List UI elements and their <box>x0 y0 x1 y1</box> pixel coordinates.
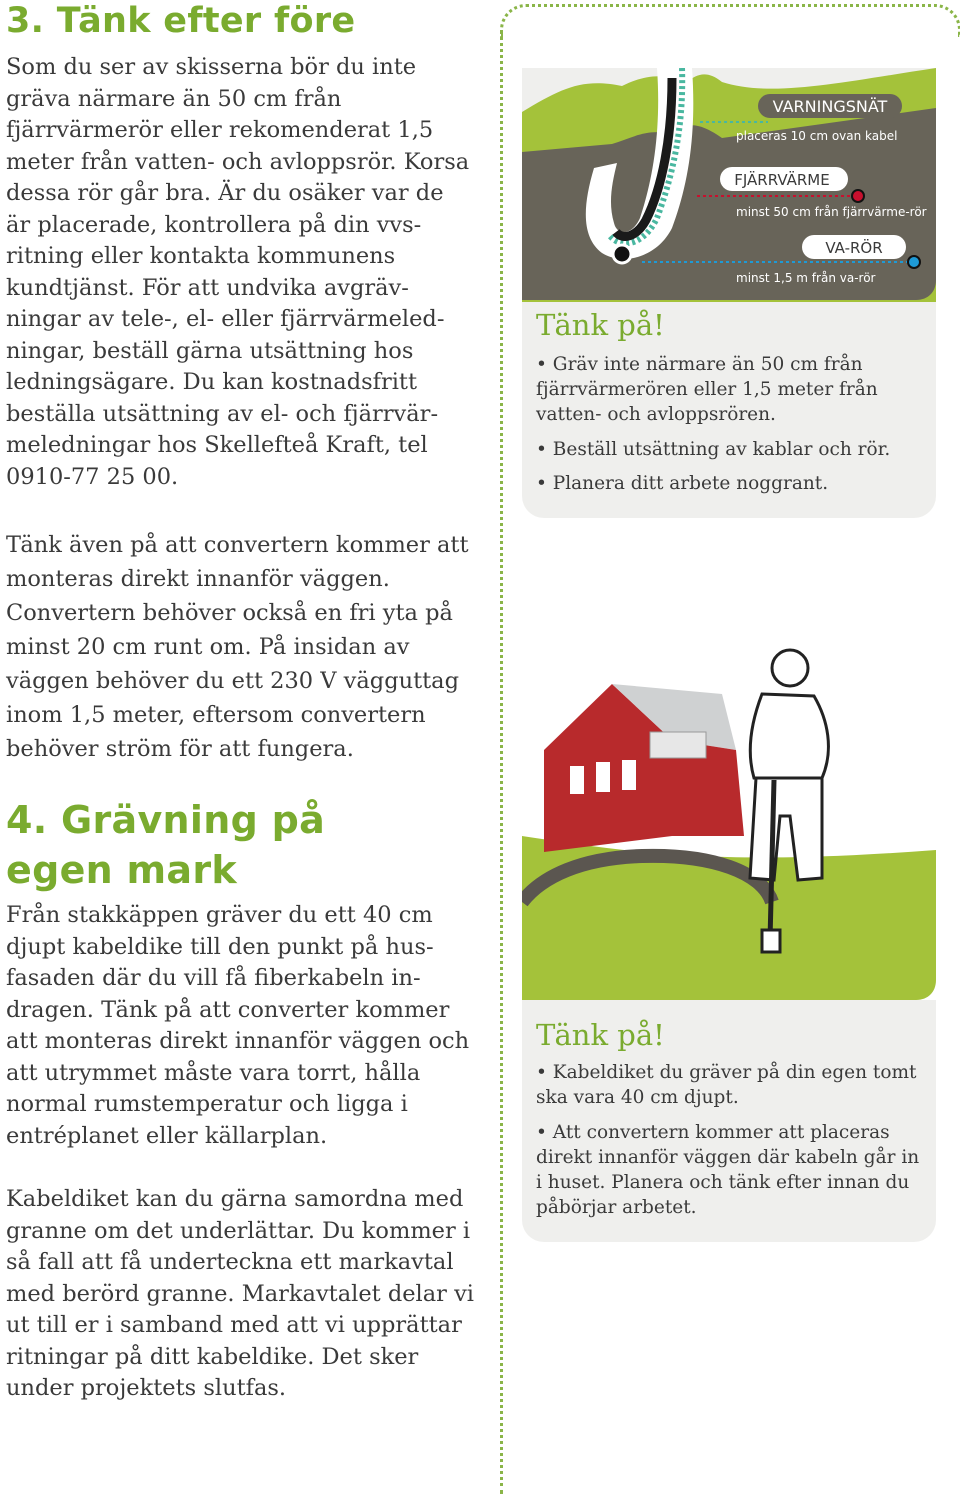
fjarrvarme-label: FJÄRRVÄRME <box>734 171 830 189</box>
section-4-paragraph-2: Kabeldiket kan du gärna samordna med granne om det underlättar. Du kommer i så fall att få underteckna ett markavtal med berörd granne. Markavtalet delar vi ut till er i samband med att vi upprättar ritningar på ditt kabeldike. Det sker under projektets slutfas. <box>6 1186 474 1401</box>
tip-panel-1 <box>522 68 936 518</box>
tip-panel-1-title: Tänk på! <box>536 308 665 342</box>
varningsnat-sub-label: placeras 10 cm ovan kabel <box>736 129 898 143</box>
varningsnat-label: VARNINGSNÄT <box>772 97 888 116</box>
tip-panel-1-bullet-3: • Planera ditt arbete noggrant. <box>536 473 829 494</box>
section-4-heading-line-1: 4. Grävning på <box>6 798 326 842</box>
dotted-frame-left <box>500 30 503 1494</box>
varor-label: VA-RÖR <box>825 239 883 257</box>
house-window-2 <box>596 762 610 792</box>
varor-dot-icon <box>908 256 920 268</box>
spade-blade <box>762 930 780 952</box>
section-3-paragraph-1: Som du ser av skisserna bör du inte gräva närmare än 50 cm från fjärrvärmerör eller rekomenderat 1,5 meter från vatten- och avloppsrör. Korsa dessa rör går bra. Är du osäker var de är placerade, kontrollera på din vvs-ritning eller kontakta kommunens kundtjänst. För att undvika avgrävningar av tele-, el- eller fjärrvärmeledningar, beställ gärna utsättning hos ledningsägare. Du kan kostnadsfritt beställa utsättning av el- och fjärrvärmeledningar hos Skellefteå Kraft, tel 0910-77 25 00. <box>6 54 470 490</box>
tip-panel-2 <box>522 640 936 1242</box>
pipe-distance-diagram <box>522 68 936 302</box>
fjarrvarme-dot-icon <box>852 190 864 202</box>
varor-sub-label: minst 1,5 m från va-rör <box>736 271 876 285</box>
section-3-paragraph-2: Tänk även på att convertern kommer att monteras direkt innanför väggen. Convertern behöver också en fri yta på minst 20 cm runt om. På insidan av väggen behöver du ett 230 V vägguttag inom 1,5 meter, eftersom convertern behöver ström för att fungera. <box>6 532 469 762</box>
house-window-1 <box>570 766 584 794</box>
dotted-frame-top <box>500 4 960 37</box>
house-balcony <box>650 732 706 758</box>
digging-illustration <box>522 640 936 1000</box>
tip-panel-1-bullet-2: • Beställ utsättning av kablar och rör. <box>536 439 891 460</box>
tip-panel-2-title: Tänk på! <box>536 1018 665 1052</box>
tip-panel-2-bullet-2: • Att convertern kommer att placeras direkt innanför väggen där kabeln går in i huset. Planera och tänk efter innan du påbörjar arbetet. <box>536 1122 920 1218</box>
fiber-cable-end-icon <box>613 245 631 263</box>
section-3-heading: 3. Tänk efter före <box>6 1 356 41</box>
tip-panel-1-bullet-1: • Gräv inte närmare än 50 cm från fjärrvärmerören eller 1,5 meter från vatten- och avloppsrören. <box>536 354 878 425</box>
fjarrvarme-sub-label: minst 50 cm från fjärrvärme-rör <box>736 205 927 219</box>
person-body <box>750 694 828 778</box>
section-4-heading-line-2: egen mark <box>6 848 237 892</box>
tip-panel-2-bullet-1: • Kabeldiket du gräver på din egen tomt ska vara 40 cm djupt. <box>536 1062 917 1108</box>
section-4-paragraph-1: Från stakkäppen gräver du ett 40 cm djupt kabeldike till den punkt på husfasaden där du vill få fiberkabeln indragen. Tänk på att converter kommer att monteras direkt innanför väggen och att utrymmet måste vara torrt, hålla normal rumstemperatur och ligga i entréplanet eller källarplan. <box>6 902 470 1149</box>
person-head <box>772 650 808 686</box>
house-window-3 <box>622 760 636 790</box>
